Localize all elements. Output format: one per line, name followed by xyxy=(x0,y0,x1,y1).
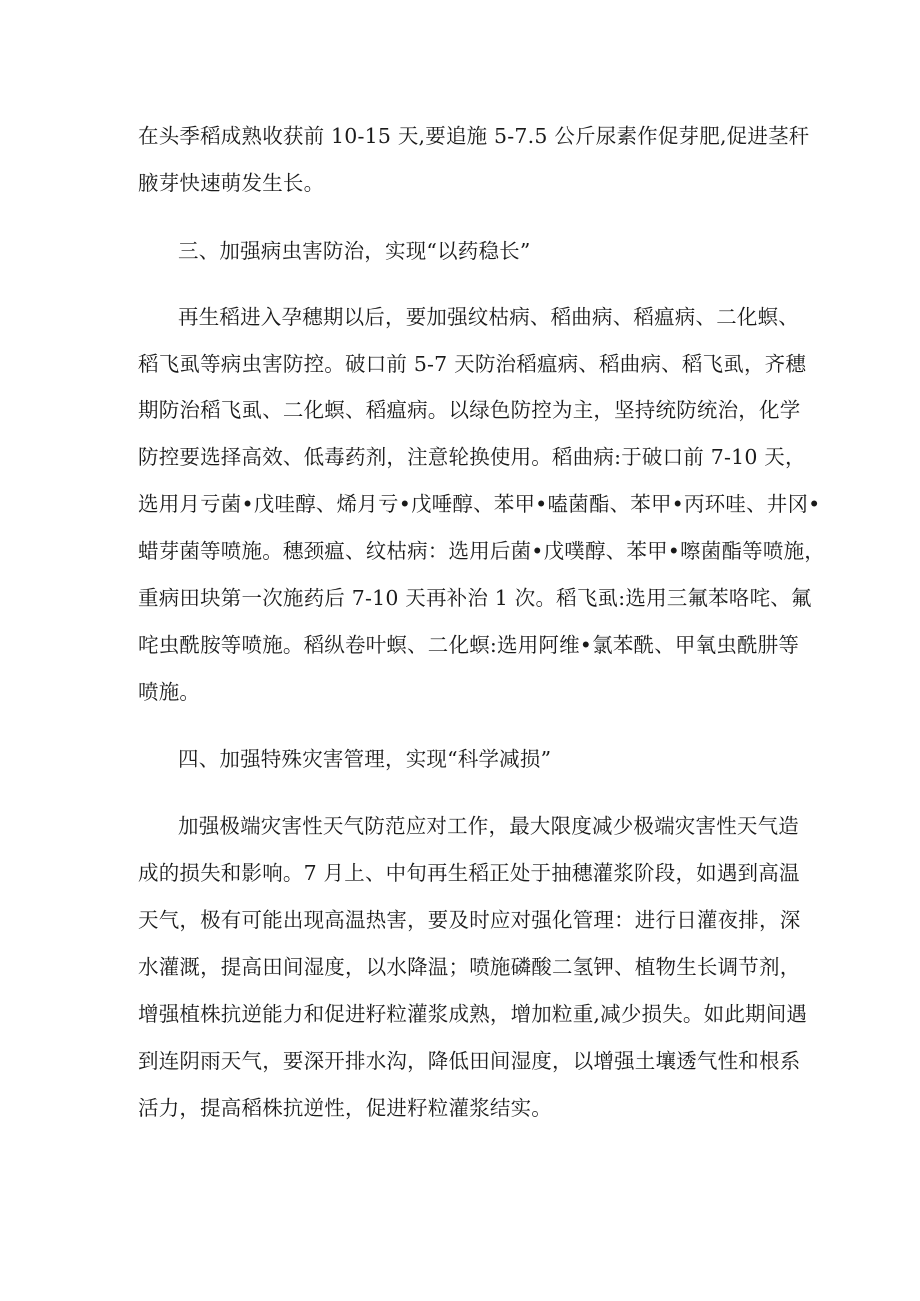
paragraph-line: 咤虫酰胺等喷施。稻纵卷叶螟、二化螟:选用阿维•氯苯酰、甲氧虫酰肼等 xyxy=(138,633,800,657)
section-heading: 三、加强病虫害防治，实现“以药稳长” xyxy=(178,239,531,263)
paragraph-line: 在头季稻成熟收获前 10-15 天,要追施 5-7.5 公斤尿素作促芽肥,促进茎秆 xyxy=(138,124,810,148)
paragraph-line: 防控要选择高效、低毒药剂，注意轮换使用。稻曲病:于破口前 7-10 天， xyxy=(138,445,806,469)
section-heading: 四、加强特殊灾害管理，实现“科学减损” xyxy=(178,747,552,771)
paragraph-line: 腋芽快速萌发生长。 xyxy=(138,171,325,195)
paragraph-line: 选用月亏菌•戊哇醇、烯月亏•戊唾醇、苯甲•嗑菌酯、苯甲•丙环哇、井冈• xyxy=(138,492,821,516)
paragraph-line: 稻飞虱等病虫害防控。破口前 5-7 天防治稻瘟病、稻曲病、稻飞虱，齐穗 xyxy=(138,352,807,376)
paragraph-line: 天气，极有可能出现高温热害，要及时应对强化管理：进行日灌夜排，深 xyxy=(138,908,801,932)
paragraph-line: 到连阴雨天气，要深开排水沟，降低田间湿度，以增强土壤透气性和根系 xyxy=(138,1049,801,1073)
paragraph-line: 喷施。 xyxy=(138,680,201,704)
paragraph-line: 增强植株抗逆能力和促进籽粒灌浆成熟，增加粒重,减少损失。如此期间遇 xyxy=(138,1002,808,1026)
paragraph-line: 成的损失和影响。7 月上、中旬再生稻正处于抽穗灌浆阶段，如遇到高温 xyxy=(138,861,800,885)
paragraph-line: 蜡芽菌等喷施。穗颈瘟、纹枯病：选用后菌•戊噗醇、苯甲•嚓菌酯等喷施， xyxy=(138,539,825,563)
paragraph-line: 重病田块第一次施药后 7-10 天再补治 1 次。稻飞虱:选用三氟苯咯咤、氟 xyxy=(138,586,812,610)
paragraph-line: 活力，提高稻株抗逆性，促进籽粒灌浆结实。 xyxy=(138,1096,552,1120)
paragraph-line: 再生稻进入孕穗期以后，要加强纹枯病、稻曲病、稻瘟病、二化螟、 xyxy=(178,305,799,329)
paragraph-line: 水灌溉，提高田间湿度，以水降温；喷施磷酸二氢钾、植物生长调节剂， xyxy=(138,955,801,979)
paragraph-line: 期防治稻飞虱、二化螟、稻瘟病。以绿色防控为主，坚持统防统治，化学 xyxy=(138,398,801,422)
paragraph-line: 加强极端灾害性天气防范应对工作，最大限度减少极端灾害性天气造 xyxy=(178,814,799,838)
